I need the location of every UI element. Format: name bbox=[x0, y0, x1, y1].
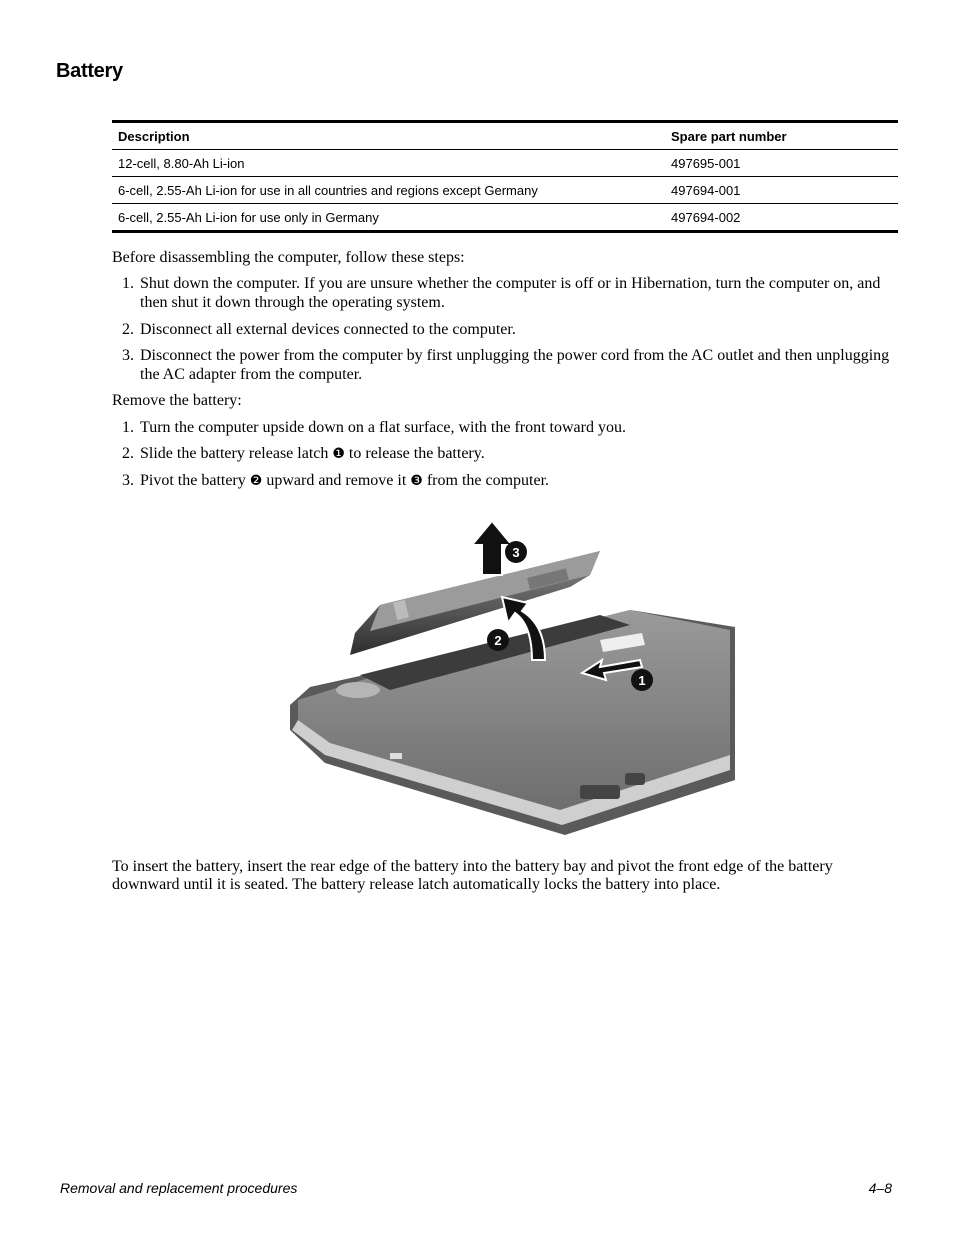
callout-2-icon: ❷ bbox=[249, 473, 263, 489]
callout-2-marker bbox=[487, 629, 509, 651]
callout-1-icon: ❶ bbox=[332, 446, 345, 462]
row-description: 12-cell, 8.80-Ah Li-ion bbox=[112, 150, 665, 177]
column-header-part-number: Spare part number bbox=[665, 122, 898, 150]
prep-step-text: Disconnect the power from the computer by first unplugging the power cord from the AC outlet and then unplugging the AC adapter from the computer. bbox=[140, 347, 890, 383]
table-row bbox=[112, 150, 898, 177]
remove-step-text: Pivot the battery bbox=[140, 472, 250, 489]
prep-step-text: Shut down the computer. If you are unsure whether the computer is off or in Hibernation, turn the computer on, and then shut it down through the operating system. bbox=[140, 275, 881, 311]
remove-intro: Remove the battery: bbox=[112, 392, 242, 409]
callout-3-icon: ❸ bbox=[410, 473, 423, 489]
prep-intro: Before disassembling the computer, follow these steps: bbox=[112, 249, 465, 266]
svg-text:2: 2 bbox=[494, 633, 502, 648]
section-heading: Battery bbox=[56, 60, 123, 82]
svg-text:3: 3 bbox=[512, 545, 520, 560]
remove-step-text: from the computer. bbox=[422, 472, 550, 489]
table-header-row bbox=[112, 122, 898, 150]
table-row bbox=[112, 177, 898, 204]
remove-step-text: to release the battery. bbox=[344, 445, 485, 462]
spare-parts-table bbox=[112, 120, 898, 233]
remove-step-text: Turn the computer upside down on a flat surface, with the front toward you. bbox=[140, 419, 626, 436]
row-description: 6-cell, 2.55-Ah Li-ion for use only in Germany bbox=[118, 209, 379, 225]
column-header-description: Description bbox=[112, 122, 665, 150]
callout-1-marker bbox=[631, 669, 653, 691]
row-part-number: 497694-001 bbox=[665, 177, 898, 204]
table-row bbox=[112, 204, 898, 232]
prep-step-text: Disconnect all external devices connected to the computer. bbox=[140, 321, 516, 338]
row-description: 6-cell, 2.55-Ah Li-ion for use in all countries and regions except Germany bbox=[112, 177, 665, 204]
svg-text:1: 1 bbox=[638, 673, 646, 688]
insert-paragraph: To insert the battery, insert the rear edge of the battery into the battery bay and pivot the front edge of the battery downward until it is seated. The battery release latch automatically locks the battery into place. bbox=[112, 858, 833, 893]
battery-removal-illustration bbox=[270, 515, 740, 845]
footer-page-number: 4–8 bbox=[868, 1180, 892, 1196]
remove-step-text: Slide the battery release latch bbox=[140, 445, 333, 462]
callout-3-marker bbox=[505, 541, 527, 563]
row-part-number: 497694-002 bbox=[671, 209, 741, 225]
remove-step-text: upward and remove it bbox=[262, 472, 411, 489]
row-part-number: 497695-001 bbox=[665, 150, 898, 177]
footer-chapter-title: Removal and replacement procedures bbox=[60, 1180, 298, 1196]
